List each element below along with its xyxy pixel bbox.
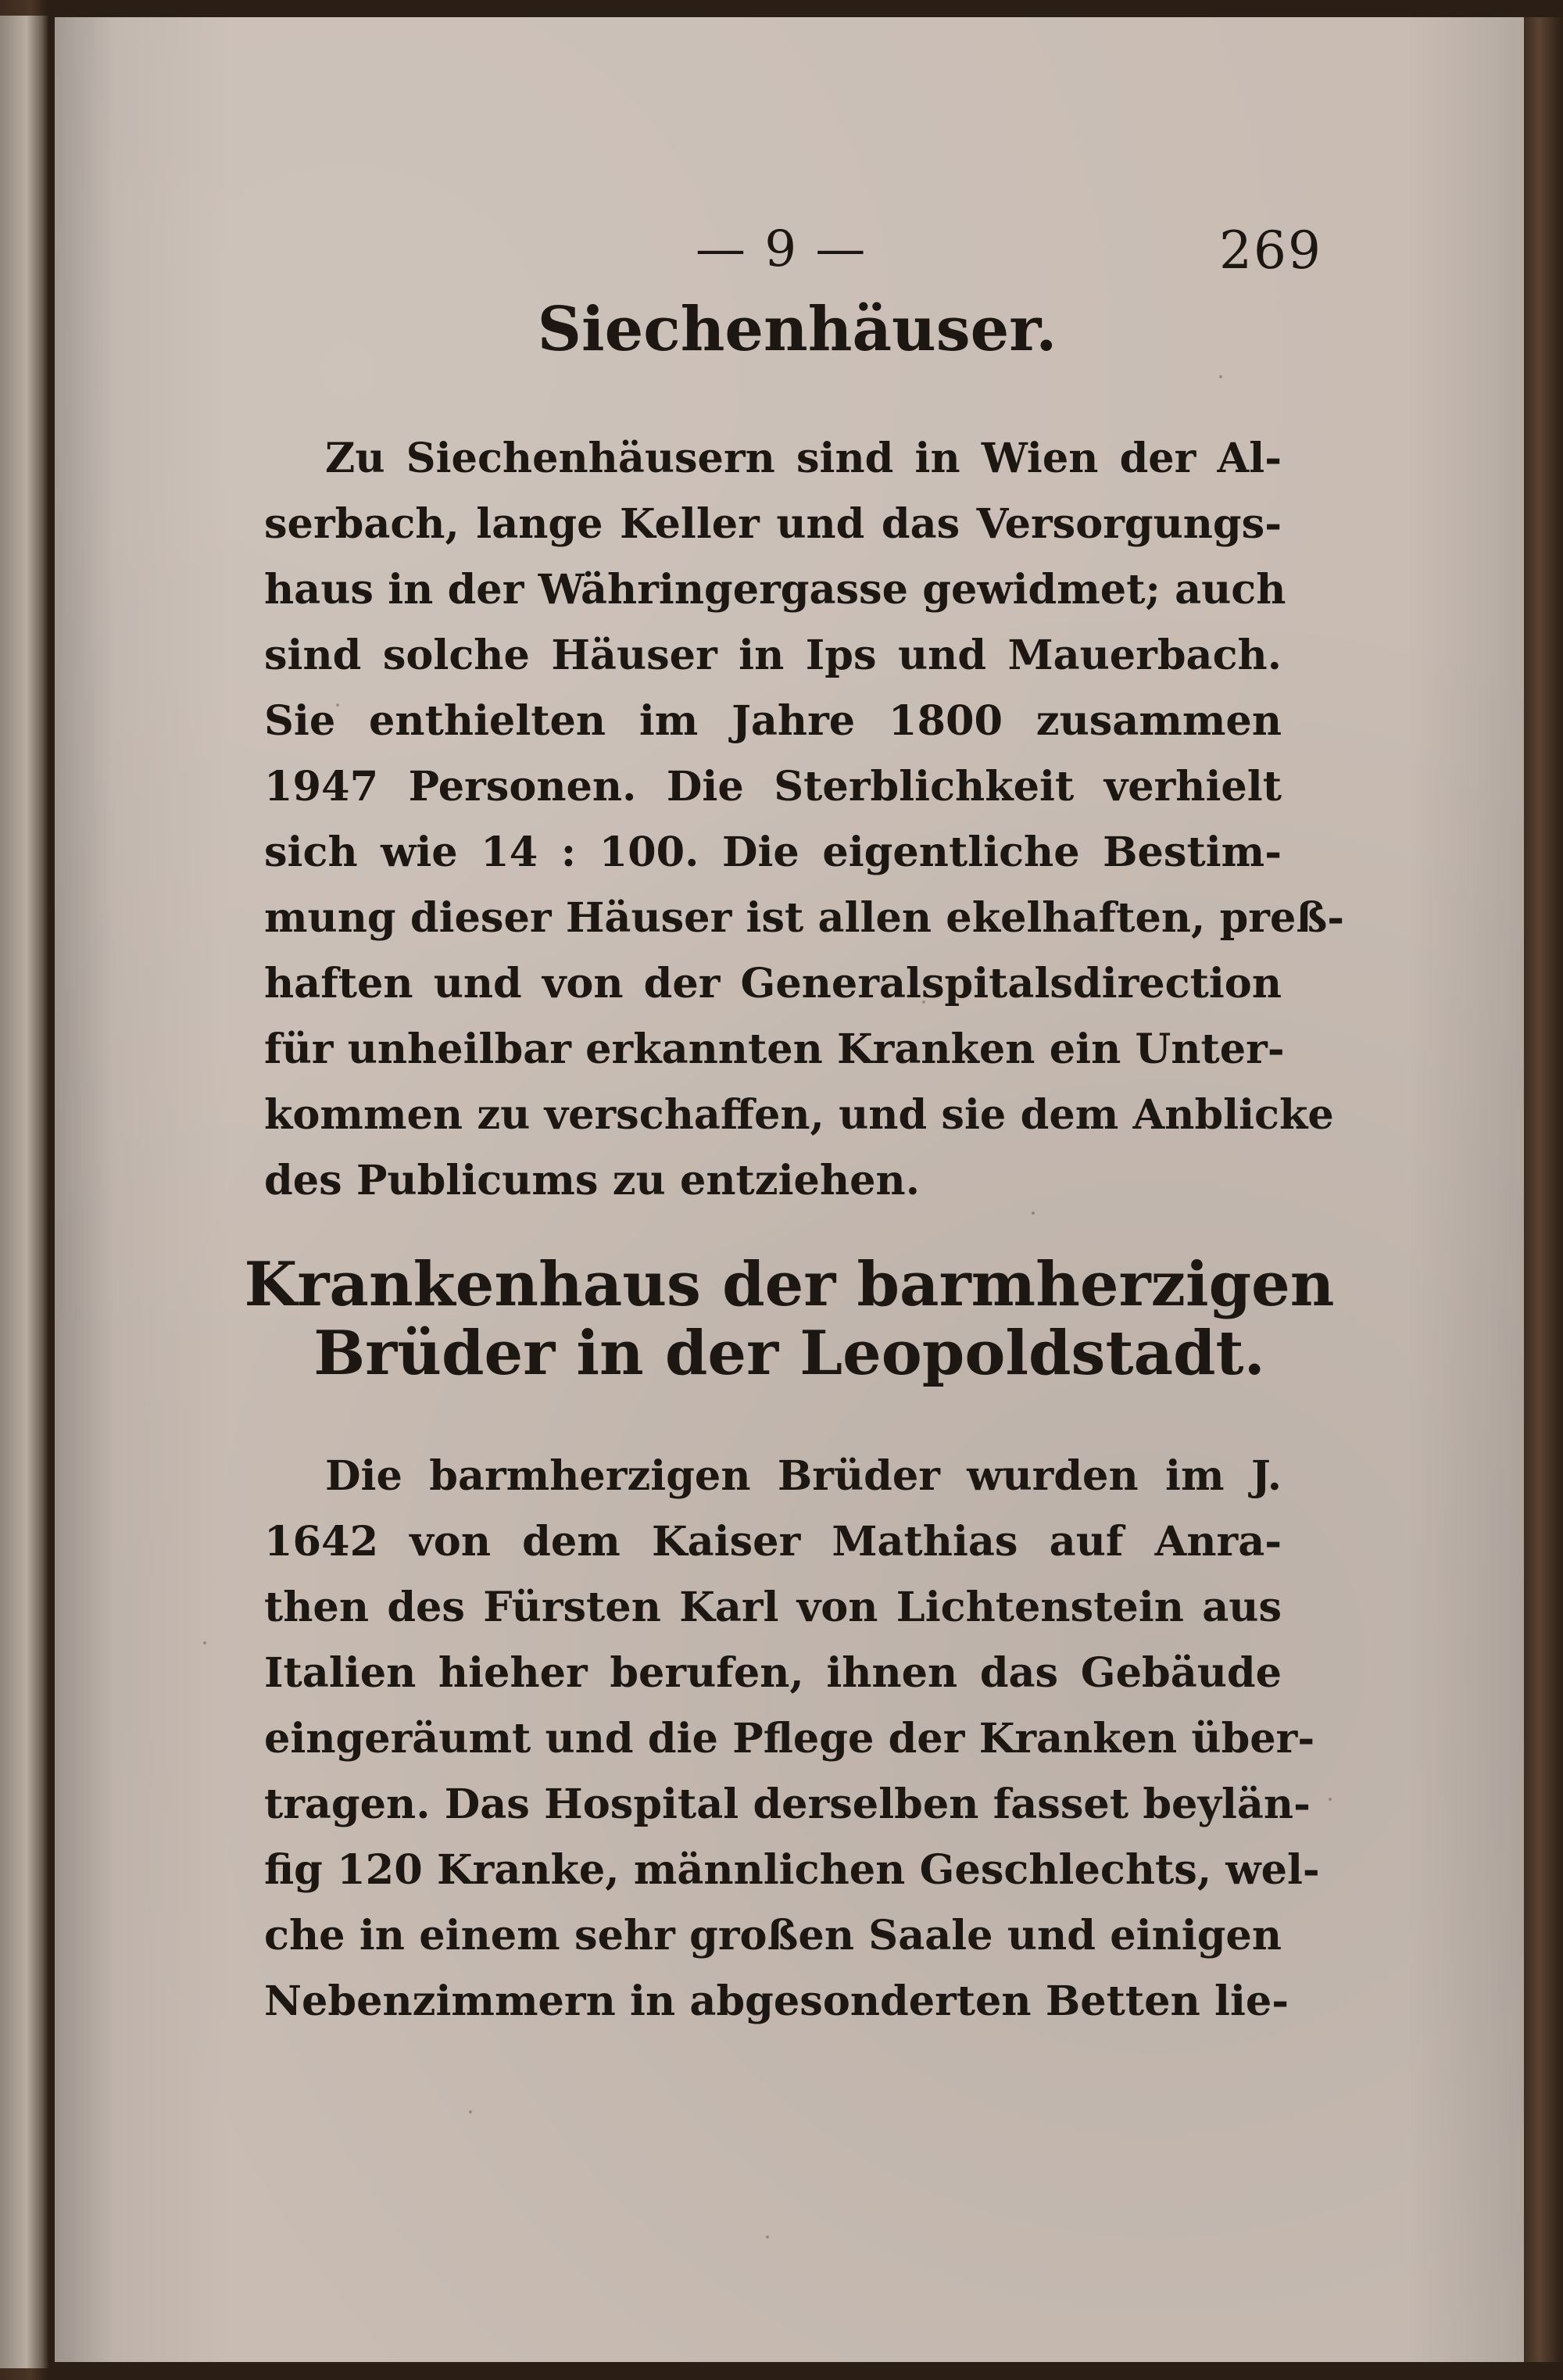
paper-speck xyxy=(1329,1798,1332,1801)
section-title-siechenhaeuser: Siechenhäuser. xyxy=(537,294,1057,365)
text-line: eingeräumt und die Pflege der Kranken über- xyxy=(264,1715,1315,1763)
section-title-krankenhaus xyxy=(55,1251,1524,1388)
text-line: tragen. Das Hospital derselben fasset beylän- xyxy=(264,1781,1311,1828)
right-book-edge xyxy=(1524,17,1563,2362)
text-line: Zu Siechenhäusern sind in Wien der Al- xyxy=(325,435,1282,482)
text-line: kommen zu verschaffen, und sie dem Anblicke xyxy=(264,1091,1334,1139)
text-line: Die barmherzigen Brüder wurden im J. xyxy=(325,1452,1282,1500)
text-line: mung dieser Häuser ist allen ekelhaften, preß- xyxy=(264,894,1345,942)
paper-speck xyxy=(1032,1211,1035,1215)
text-line: serbach, lange Keller und das Versorgungs- xyxy=(264,500,1282,548)
paper-speck xyxy=(1219,375,1222,378)
text-line: Sie enthielten im Jahre 1800 zusammen xyxy=(264,697,1282,745)
text-line: 1947 Personen. Die Sterblichkeit verhielt xyxy=(264,763,1282,811)
text-line: Italien hieher berufen, ihnen das Gebäude xyxy=(264,1649,1282,1697)
text-line: des Publicums zu entziehen. xyxy=(264,1157,920,1204)
text-line: fig 120 Kranke, männlichen Geschlechts, wel- xyxy=(264,1846,1320,1894)
paper-speck xyxy=(203,1641,206,1645)
paragraph-siechenhaeuser xyxy=(264,426,1345,1214)
page-header xyxy=(55,220,1524,291)
text-line: che in einem sehr großen Saale und einigen xyxy=(264,1912,1282,1959)
paper-speck xyxy=(922,1000,925,1004)
text-line: Nebenzimmern in abgesonderten Betten lie- xyxy=(264,1977,1289,2025)
section-title-line: Krankenhaus der barmherzigen xyxy=(244,1249,1335,1320)
text-line: für unheilbar erkannten Kranken ein Unter- xyxy=(264,1025,1285,1073)
section-title-line: Brüder in der Leopoldstadt. xyxy=(313,1318,1265,1389)
text-line: 1642 von dem Kaiser Mathias auf Anra- xyxy=(264,1518,1282,1566)
page-number: 269 xyxy=(1219,220,1322,281)
paper-speck xyxy=(336,703,339,707)
text-line: haus in der Währingergasse gewidmet; auch xyxy=(264,566,1286,614)
left-page-edge xyxy=(0,16,48,2368)
text-line: then des Fürsten Karl von Lichtenstein aus xyxy=(264,1584,1282,1631)
paragraph-krankenhaus xyxy=(264,1444,1320,2035)
text-line: haften und von der Generalspitalsdirection xyxy=(264,960,1282,1007)
paper-speck xyxy=(766,2235,769,2239)
signature-mark: — 9 — xyxy=(696,220,867,278)
paper-speck xyxy=(469,2110,472,2113)
text-line: sich wie 14 : 100. Die eigentliche Bestim- xyxy=(264,829,1282,876)
text-line: sind solche Häuser in Ips und Mauerbach. xyxy=(264,632,1282,679)
